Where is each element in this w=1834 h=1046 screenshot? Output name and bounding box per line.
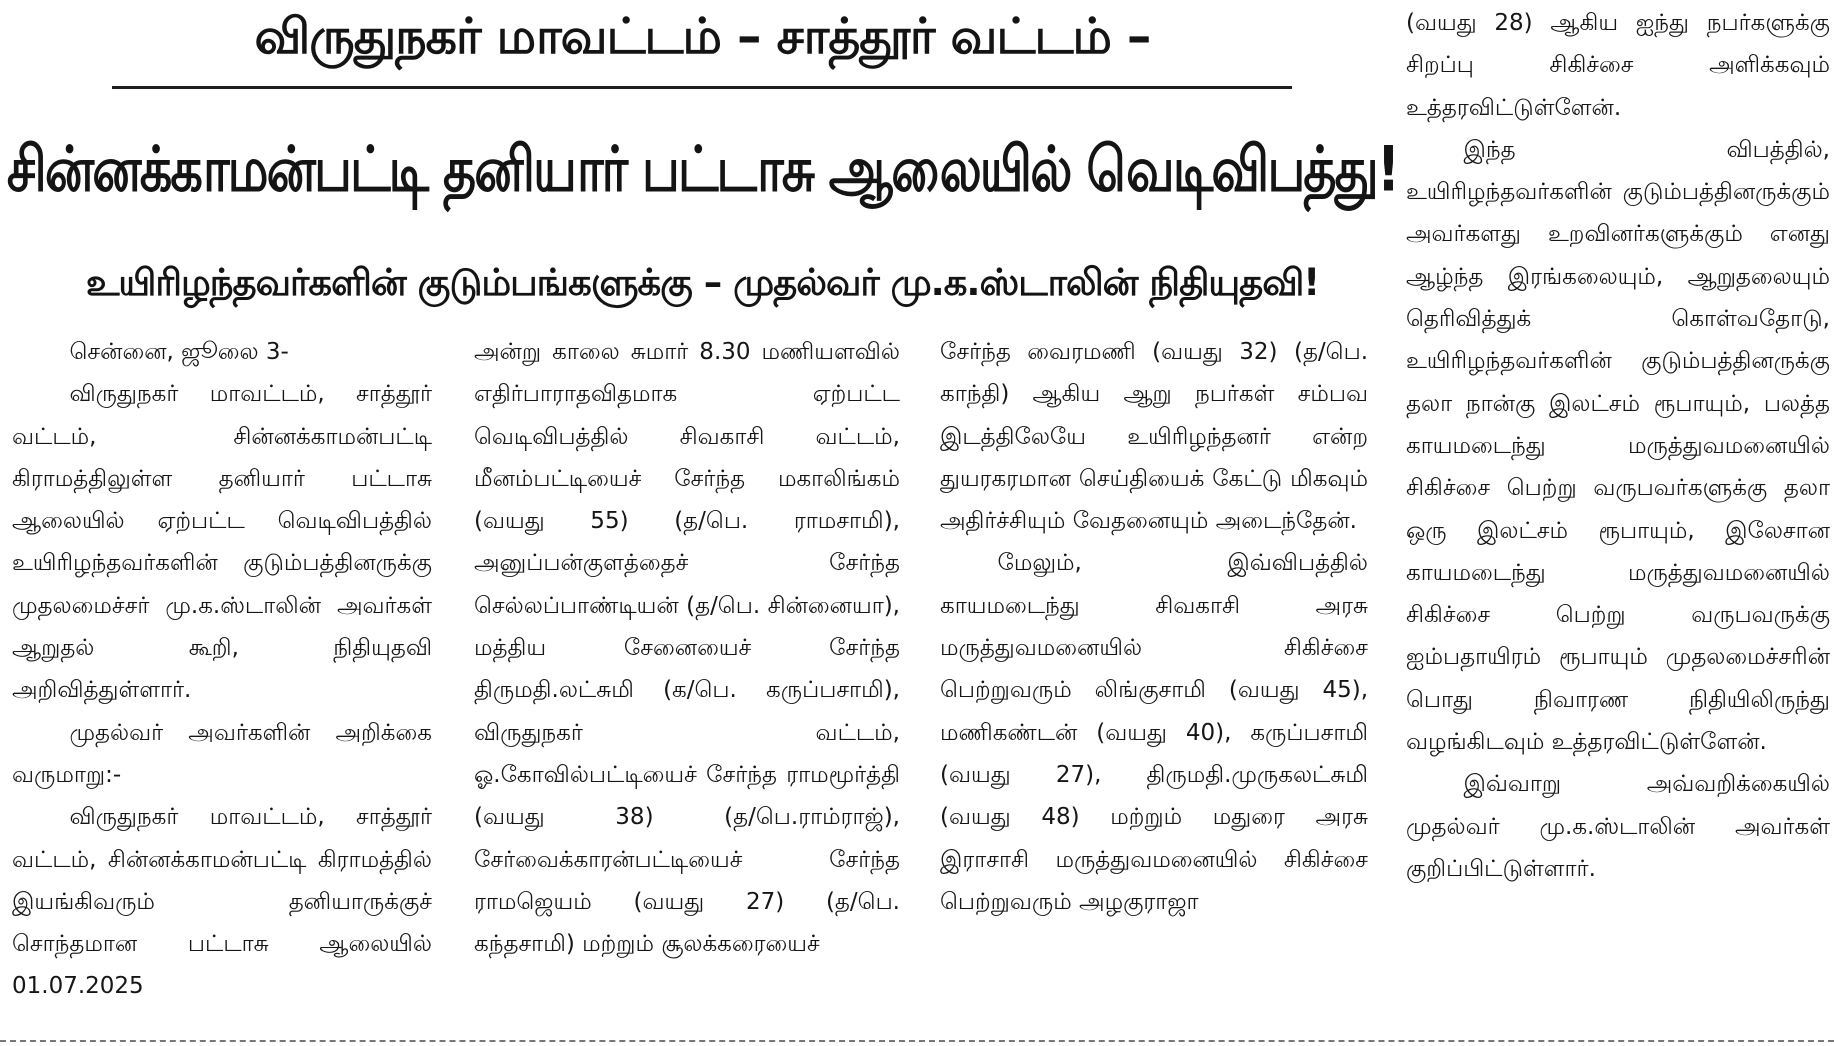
headline-block xyxy=(0,0,1405,315)
article-paragraph: இவ்வாறு அவ்வறிக்கையில் முதல்வர் மு.க.ஸ்டாலின் அவர்கள் குறிப்பிட்டுள்ளார். xyxy=(1406,771,1830,882)
article-column-2 xyxy=(474,331,900,965)
article-paragraph: அன்று காலை சுமார் 8.30 மணியளவில் எதிர்பாராதவிதமாக ஏற்பட்ட வெடிவிபத்தில் சிவகாசி வட்டம், மீனம்பட்டியைச் சேர்ந்த மகாலிங்கம் (வயது 55) (த/பெ. ராமசாமி), அனுப்பன்குளத்தைச் சேர்ந்த செல்லப்பாண்டியன் (த/பெ. சின்னையா), மத்திய சேனையைச் சேர்ந்த திருமதி.லட்சுமி (க/பெ. கருப்பசாமி), விருதுநகர் வட்டம், ஓ.கோவில்பட்டியைச் சேர்ந்த ராமமூர்த்தி (வயது 38) (த/பெ.ராம்ராஜ்), சேர்வைக்காரன்பட்டியைச் சேர்ந்த ராமஜெயம் (வயது 27) (த/பெ. கந்தசாமி) மற்றும் சூலக்கரையைச் xyxy=(474,339,900,958)
article-paragraph: சேர்ந்த வைரமணி (வயது 32) (த/பெ. காந்தி) ஆகிய ஆறு நபர்கள் சம்பவ இடத்திலேயே உயிரிழந்தனர் என்ற துயரகரமான செய்தியைக் கேட்டு மிகவும் அதிர்ச்சியும் வேதனையும் அடைந்தேன். xyxy=(940,339,1368,535)
headline-kicker: விருதுநகர் மாவட்டம் – சாத்தூர் வட்டம் – xyxy=(254,8,1151,65)
page-bottom-divider xyxy=(0,1040,1834,1042)
article-paragraph: விருதுநகர் மாவட்டம், சாத்தூர் வட்டம், சின்னக்காமன்பட்டி கிராமத்தில் இயங்கிவரும் தனியாருக்குச் சொந்தமான பட்டாசு ஆலையில் 01.07.2025 xyxy=(12,804,432,1000)
article-column-1 xyxy=(12,331,432,1008)
article-column-3 xyxy=(940,331,1368,923)
headline-title: சின்னக்காமன்பட்டி தனியார் பட்டாசு ஆலையில் வெடிவிபத்து! xyxy=(6,134,1399,207)
article-paragraph: (வயது 28) ஆகிய ஐந்து நபர்களுக்கு சிறப்பு சிகிச்சை அளிக்கவும் உத்தரவிட்டுள்ளேன். xyxy=(1406,10,1830,121)
dateline: சென்னை, ஜூலை 3- xyxy=(69,339,289,365)
article-paragraph: இந்த விபத்தில், உயிரிழந்தவர்களின் குடும்பத்தினருக்கும் அவர்களது உறவினர்களுக்கும் எனது ஆழ்ந்த இரங்கலையும், ஆறுதலையும் தெரிவித்துக் கொள்வதோடு, உயிரிழந்தவர்களின் குடும்பத்தினருக்கு தலா நான்கு இலட்சம் ரூபாயும், பலத்த காயமடைந்து மருத்துவமனையில் சிகிச்சை பெற்று வருபவர்களுக்கு தலா ஒரு இலட்சம் ரூபாயும், இலேசான காயமடைந்து மருத்துவமனையில் சிகிச்சை பெற்று வருபவருக்கு ஐம்பதாயிரம் ரூபாயும் முதலமைச்சரின் பொது நிவாரண நிதியிலிருந்து வழங்கிடவும் உத்தரவிட்டுள்ளேன். xyxy=(1406,136,1830,756)
article-paragraph: விருதுநகர் மாவட்டம், சாத்தூர் வட்டம், சின்னக்காமன்பட்டி கிராமத்திலுள்ள தனியார் பட்டாசு ஆலையில் ஏற்பட்ட வெடிவிபத்தில் உயிரிழந்தவர்களின் குடும்பத்தினருக்கு முதலமைச்சர் மு.க.ஸ்டாலின் அவர்கள் ஆறுதல் கூறி, நிதியுதவி அறிவித்துள்ளார். xyxy=(12,381,432,704)
headline-subtitle: உயிரிழந்தவர்களின் குடும்பங்களுக்கு – முதல்வர் மு.க.ஸ்டாலின் நிதியுதவி! xyxy=(85,261,1320,304)
headline-divider xyxy=(112,86,1292,89)
article-paragraph: மேலும், இவ்விபத்தில் காயமடைந்து சிவகாசி அரசு மருத்துவமனையில் சிகிச்சை பெற்றுவரும் லிங்குசாமி (வயது 45), மணிகண்டன் (வயது 40), கருப்பசாமி (வயது 27), திருமதி.முருகலட்சுமி (வயது 48) மற்றும் மதுரை அரசு இராசாசி மருத்துவமனையில் சிகிச்சை பெற்றுவரும் அழகுராஜா xyxy=(940,550,1368,915)
article-column-4 xyxy=(1406,2,1830,890)
article-paragraph: முதல்வர் அவர்களின் அறிக்கை வருமாறு:- xyxy=(12,719,432,788)
